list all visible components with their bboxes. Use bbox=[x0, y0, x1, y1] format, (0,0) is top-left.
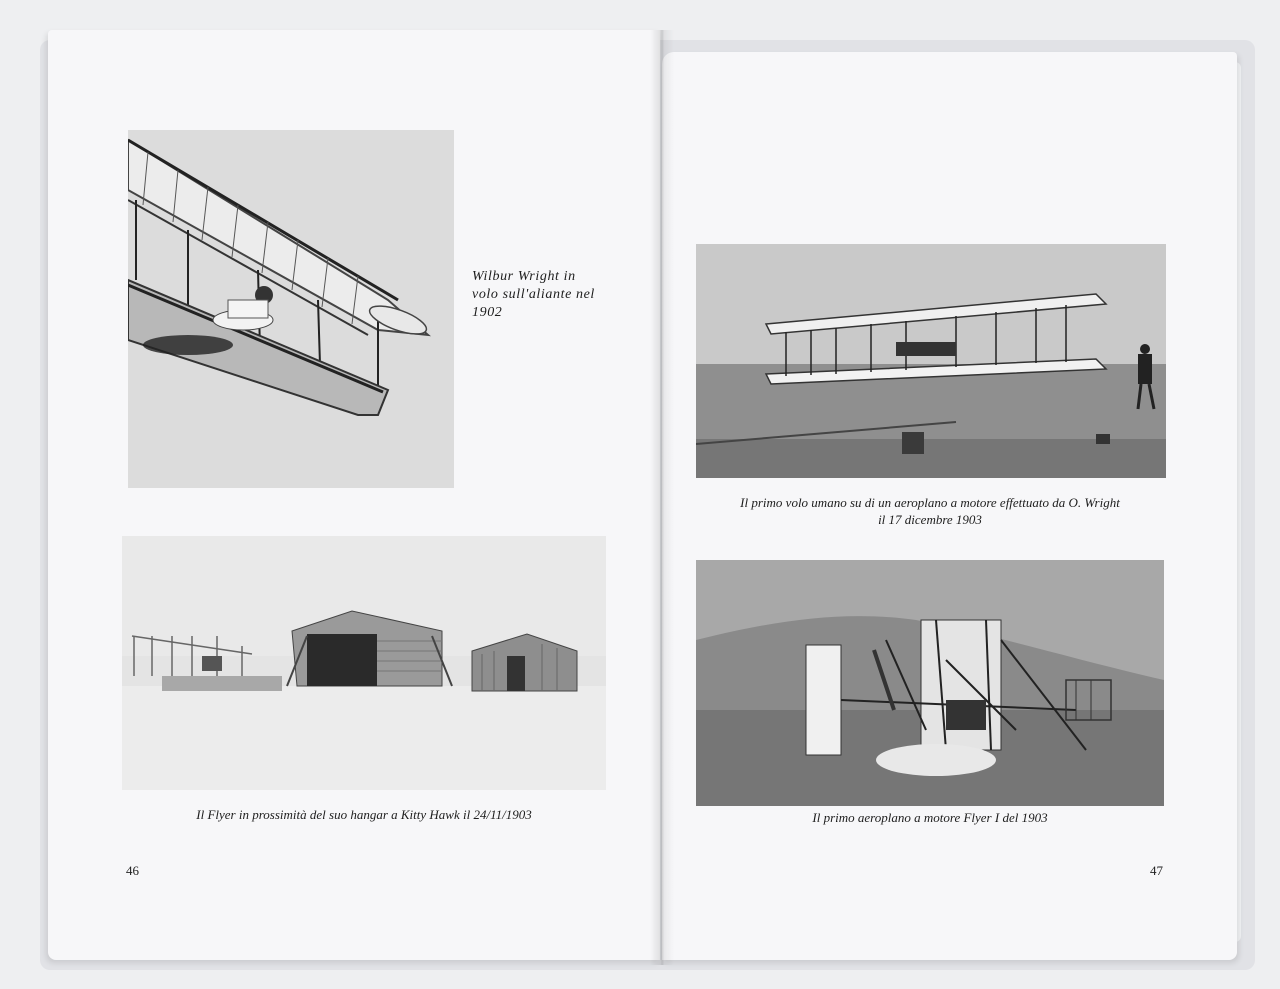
glider-photo bbox=[128, 130, 454, 488]
glider-caption bbox=[472, 268, 622, 322]
page-number-left: 46 bbox=[126, 863, 139, 878]
first-flight-caption-line-2: il 17 dicembre 1903 bbox=[878, 512, 982, 527]
flyer-one-image bbox=[696, 560, 1164, 806]
first-flight-image bbox=[696, 244, 1166, 478]
flyer-one-photo bbox=[696, 560, 1164, 806]
first-flight-caption-line-1: Il primo volo umano su di un aeroplano a motore effettuato da O. Wright bbox=[740, 495, 1120, 510]
glider-image bbox=[128, 130, 454, 488]
glider-caption-line-1: Wilbur Wright in bbox=[472, 269, 576, 284]
first-flight-photo bbox=[696, 244, 1166, 478]
first-flight-caption bbox=[690, 494, 1170, 528]
flyer-one-caption: Il primo aeroplano a motore Flyer I del 1903 bbox=[812, 810, 1048, 825]
page-number-right: 47 bbox=[1150, 863, 1163, 878]
hangar-photo bbox=[122, 536, 606, 790]
hangar-image bbox=[122, 536, 606, 790]
book-gutter bbox=[650, 30, 674, 965]
glider-caption-line-3: 1902 bbox=[472, 305, 503, 320]
hangar-caption: Il Flyer in prossimità del suo hangar a Kitty Hawk il 24/11/1903 bbox=[196, 807, 532, 822]
glider-caption-line-2: volo sull'aliante nel bbox=[472, 287, 595, 302]
